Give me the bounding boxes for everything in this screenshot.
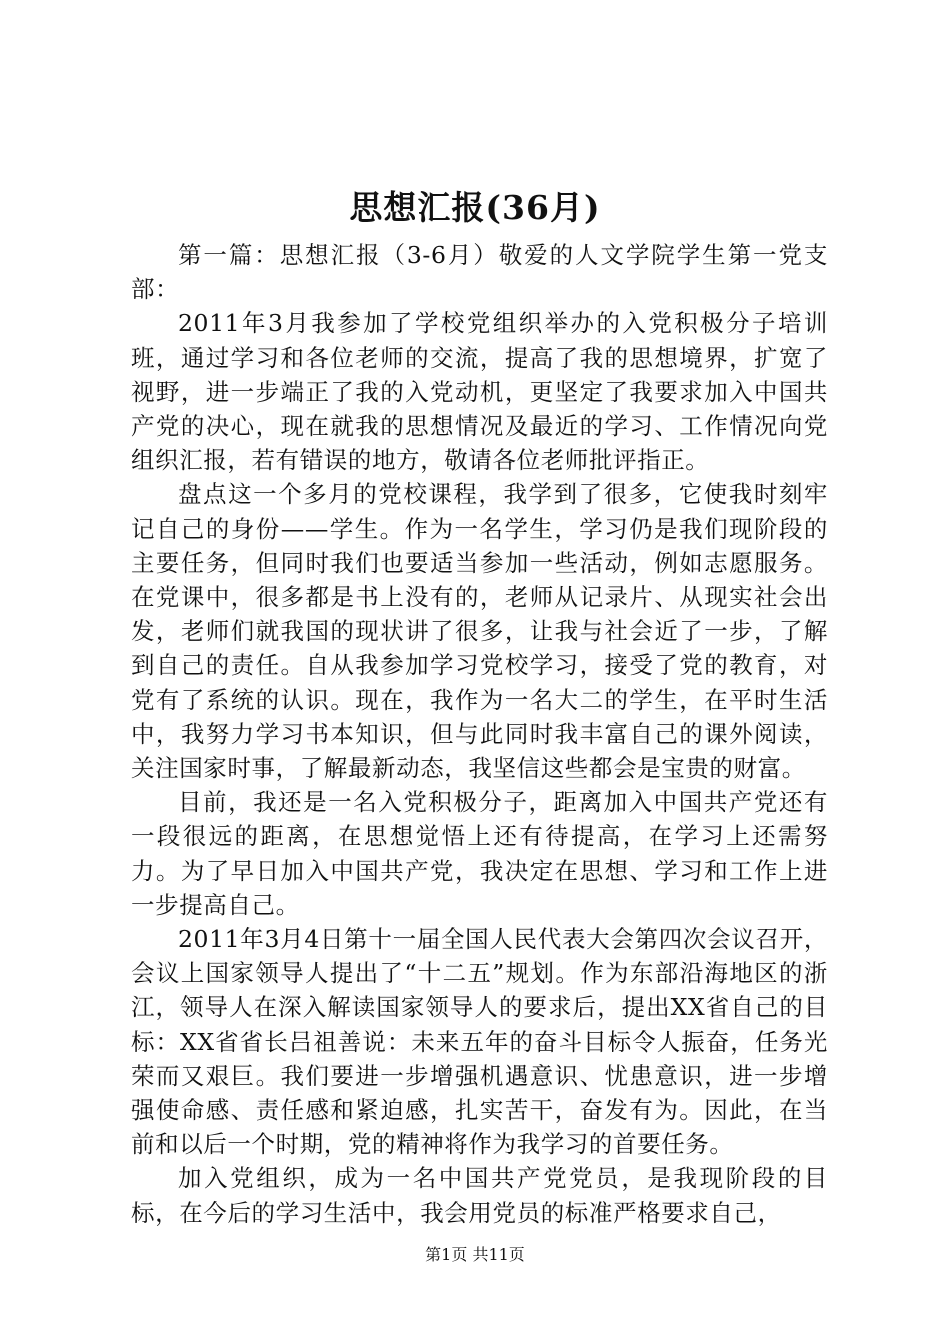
page-number-footer: 第1页 共11页 <box>425 1245 525 1264</box>
paragraph-training: 2011年3月我参加了学校党组织举办的入党积极分子培训班，通过学习和各位老师的交流，提高了我的思想境界，扩宽了视野，进一步端正了我的入党动机，更坚定了我要求加入中国共产党的决心，现在就我的思想情况及最近的学习、工作情况向党组织汇报，若有错误的地方，敬请各位老师批评指正。 <box>131 309 828 475</box>
paragraph-intro: 第一篇：思想汇报（3-6月）敬爱的人文学院学生第一党支部： <box>131 241 828 304</box>
paragraph-party-school: 盘点这一个多月的党校课程，我学到了很多，它使我时刻牢记自己的身份——学生。作为一名学生，学习仍是我们现阶段的主要任务，但同时我们也要适当参加一些活动，例如志愿服务。在党课中，很多都是书上没有的，老师从记录片、从现实社会出发，老师们就我国的现状讲了很多，让我与社会近了一步，了解到自己的责任。自从我参加学习党校学习，接受了党的教育，对党有了系统的认识。现在，我作为一名大二的学生，在平时生活中，我努力学习书本知识，但与此同时我丰富自己的课外阅读，关注国家时事，了解最新动态，我坚信这些都会是宝贵的财富。 <box>131 480 828 783</box>
paragraph-current-status: 目前，我还是一名入党积极分子，距离加入中国共产党还有一段很远的距离，在思想觉悟上还有待提高，在学习上还需努力。为了早日加入中国共产党，我决定在思想、学习和工作上进一步提高自己。 <box>131 788 828 919</box>
document-title: 思想汇报(36月) <box>349 188 601 227</box>
paragraph-five-year-plan: 2011年3月4日第十一届全国人民代表大会第四次会议召开，会议上国家领导人提出了“十二五”规划。作为东部沿海地区的浙江，领导人在深入解读国家领导人的要求后，提出XX省自己的目标：XX省省长吕祖善说：未来五年的奋斗目标令人振奋，任务光荣而又艰巨。我们要进一步增强机遇意识、忧患意识，进一步增强使命感、责任感和紧迫感，扎实苦干，奋发有为。因此，在当前和以后一个时期，党的精神将作为我学习的首要任务。 <box>131 925 828 1159</box>
document-body <box>131 238 828 1230</box>
paragraph-goal: 加入党组织，成为一名中国共产党党员，是我现阶段的目标，在今后的学习生活中，我会用党员的标准严格要求自己， <box>131 1164 828 1227</box>
